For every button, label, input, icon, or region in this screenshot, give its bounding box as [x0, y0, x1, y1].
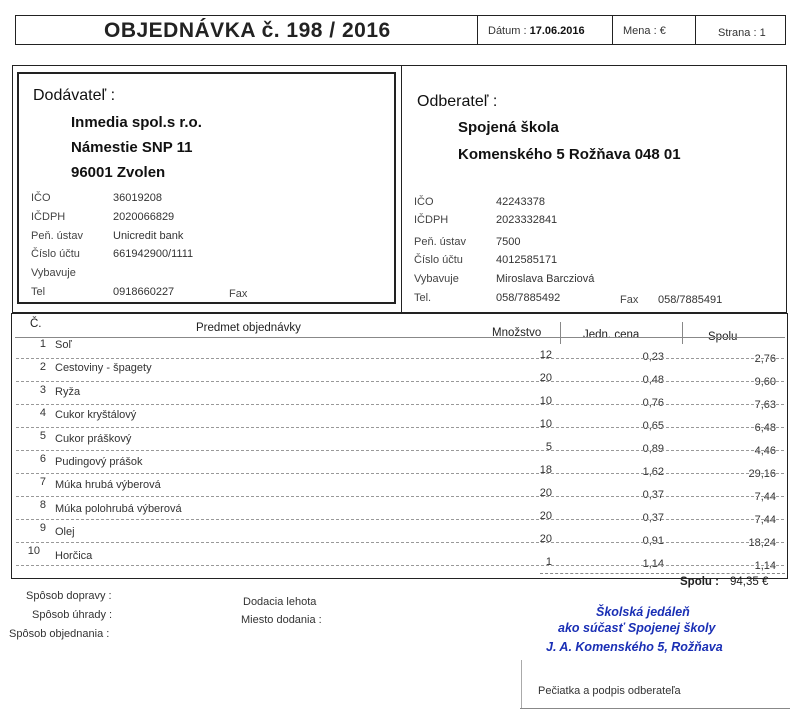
stamp-line-1: Školská jedáleň [596, 605, 690, 619]
supplier-heading: Dodávateľ : [33, 87, 116, 104]
stamp-line-2: ako súčasť Spojenej školy [558, 621, 716, 635]
row-unit: 0,37 [642, 512, 664, 524]
row-total: 29,16 [748, 468, 776, 480]
col-header-item: Predmet objednávky [196, 322, 301, 334]
row-item: Olej [55, 526, 75, 539]
col-header-qty: Množstvo [492, 327, 542, 339]
col-divider-unit [560, 322, 561, 344]
row-rule [16, 473, 784, 474]
row-number: 3 [39, 384, 46, 396]
signature-label: Pečiatka a podpis odberateľa [538, 685, 681, 697]
customer-ico-value: 42243378 [496, 196, 545, 208]
row-number: 6 [39, 453, 46, 465]
customer-tel-label: Tel. [414, 292, 432, 304]
sum-value: 94,35 € [730, 576, 769, 588]
supplier-street: Námestie SNP 11 [71, 139, 193, 156]
row-unit: 1,62 [642, 466, 664, 478]
delivery-time-label: Dodacia lehota [243, 596, 317, 608]
row-total: 7,44 [754, 514, 776, 526]
stamp-line-3: J. A. Komenského 5, Rožňava [546, 640, 723, 654]
supplier-bank-value: Unicredit bank [113, 230, 184, 242]
customer-icdph-value: 2023332841 [496, 214, 558, 226]
row-qty: 10 [539, 395, 552, 407]
col-header-total: Spolu [708, 331, 738, 343]
page-field: Strana : 1 [718, 27, 766, 39]
row-total: 1,14 [754, 560, 776, 572]
row-qty: 20 [539, 533, 552, 545]
sum-label: Spolu : [680, 576, 719, 588]
row-rule [16, 519, 784, 520]
supplier-account-value: 661942900/1111 [113, 248, 194, 260]
row-item: Cukor práškový [55, 432, 132, 445]
row-number: 10 [27, 545, 40, 557]
col-header-unit: Jedn. cena [583, 329, 640, 341]
row-total: 7,44 [754, 491, 776, 503]
header-title-box [15, 15, 478, 45]
row-rule [16, 427, 784, 428]
supplier-ico-label: IČO [31, 192, 51, 204]
row-item: Soľ [55, 339, 72, 351]
date-field: Dátum : 17.06.2016 [488, 25, 585, 37]
row-total: 2,76 [754, 353, 776, 365]
row-item: Múka polohrubá výberová [55, 502, 182, 515]
header-date-box [477, 15, 613, 45]
row-item: Pudingový prášok [55, 456, 143, 468]
order-method-label: Spôsob objednania : [9, 628, 110, 640]
row-qty: 10 [539, 418, 552, 430]
row-qty: 5 [545, 441, 552, 453]
row-item: Ryža [55, 385, 81, 398]
row-item: Cukor kryštálový [55, 409, 137, 422]
signature-box-left [521, 660, 522, 708]
row-number: 8 [39, 499, 46, 511]
supplier-city: 96001 Zvolen [71, 164, 166, 181]
customer-contact-label: Vybavuje [414, 273, 459, 285]
row-number: 1 [39, 338, 46, 350]
row-rule [16, 565, 784, 566]
row-number: 7 [39, 476, 46, 488]
row-qty: 18 [539, 464, 552, 476]
supplier-tel-value: 0918660227 [113, 286, 175, 298]
row-qty: 20 [539, 510, 552, 522]
supplier-bank-label: Peň. ústav [31, 230, 83, 242]
row-qty: 20 [539, 487, 552, 499]
supplier-icdph-label: IČDPH [31, 211, 66, 223]
row-unit: 1,14 [642, 558, 664, 570]
row-total: 6,48 [754, 422, 776, 434]
row-number: 2 [39, 361, 46, 373]
row-rule [16, 496, 784, 497]
supplier-tel-label: Tel [31, 286, 46, 298]
customer-tel-value: 058/7885492 [496, 292, 561, 304]
transport-label: Spôsob dopravy : [26, 590, 112, 602]
customer-ico-label: IČO [414, 196, 434, 208]
col-divider-total [682, 322, 683, 344]
row-rule [16, 381, 784, 382]
customer-fax-value: 058/7885491 [658, 294, 723, 306]
row-unit: 0,91 [642, 535, 664, 547]
customer-fax-label: Fax [620, 294, 639, 306]
supplier-box [17, 72, 396, 304]
row-qty: 12 [539, 349, 552, 361]
row-unit: 0,37 [642, 489, 664, 501]
row-unit: 0,89 [642, 443, 664, 455]
customer-heading: Odberateľ : [417, 93, 498, 110]
row-qty: 20 [539, 372, 552, 384]
customer-icdph-label: IČDPH [414, 214, 449, 226]
payment-label: Spôsob úhrady : [32, 609, 113, 621]
customer-account-label: Číslo účtu [414, 254, 463, 266]
row-total: 18,24 [748, 537, 776, 549]
col-header-no: Č. [30, 318, 42, 330]
customer-name: Spojená škola [458, 119, 559, 136]
customer-bank-label: Peň. ústav [414, 236, 466, 248]
header-page-box [695, 15, 786, 45]
supplier-fax-label: Fax [229, 288, 248, 300]
customer-bank-value: 7500 [496, 236, 521, 248]
delivery-place-label: Miesto dodania : [241, 614, 322, 626]
supplier-ico-value: 36019208 [113, 192, 162, 204]
supplier-icdph-value: 2020066829 [113, 211, 175, 223]
row-number: 9 [39, 522, 46, 534]
footer-bottom-rule [520, 708, 790, 709]
row-unit: 0,23 [642, 351, 664, 363]
row-number: 5 [39, 430, 46, 442]
customer-account-value: 4012585171 [496, 254, 558, 266]
row-rule [16, 404, 784, 405]
row-qty: 1 [545, 556, 552, 568]
row-item: Múka hrubá výberová [55, 479, 161, 492]
header-rule [15, 337, 785, 338]
row-total: 7,63 [754, 399, 776, 411]
parties-divider [401, 66, 402, 312]
sum-rule [540, 573, 785, 574]
row-unit: 0,76 [642, 397, 664, 409]
row-item: Horčica [55, 549, 93, 562]
customer-address: Komenského 5 Rožňava 048 01 [458, 146, 681, 163]
currency-field: Mena : € [623, 25, 666, 37]
document-title: OBJEDNÁVKA č. 198 / 2016 [104, 19, 391, 42]
row-rule [16, 542, 784, 543]
header-currency-box [612, 15, 696, 45]
row-unit: 0,48 [642, 374, 664, 386]
customer-contact-value: Miroslava Barcziová [496, 273, 595, 285]
supplier-name: Inmedia spol.s r.o. [71, 114, 202, 131]
supplier-account-label: Číslo účtu [31, 248, 80, 260]
row-item: Cestoviny - špagety [55, 362, 152, 375]
supplier-contact-label: Vybavuje [31, 267, 76, 279]
row-rule [16, 358, 784, 359]
row-rule [16, 450, 784, 451]
row-number: 4 [39, 407, 46, 419]
row-unit: 0,65 [642, 420, 664, 432]
items-table-frame [11, 313, 788, 579]
row-total: 9,60 [754, 376, 776, 388]
row-total: 4,46 [754, 445, 776, 457]
